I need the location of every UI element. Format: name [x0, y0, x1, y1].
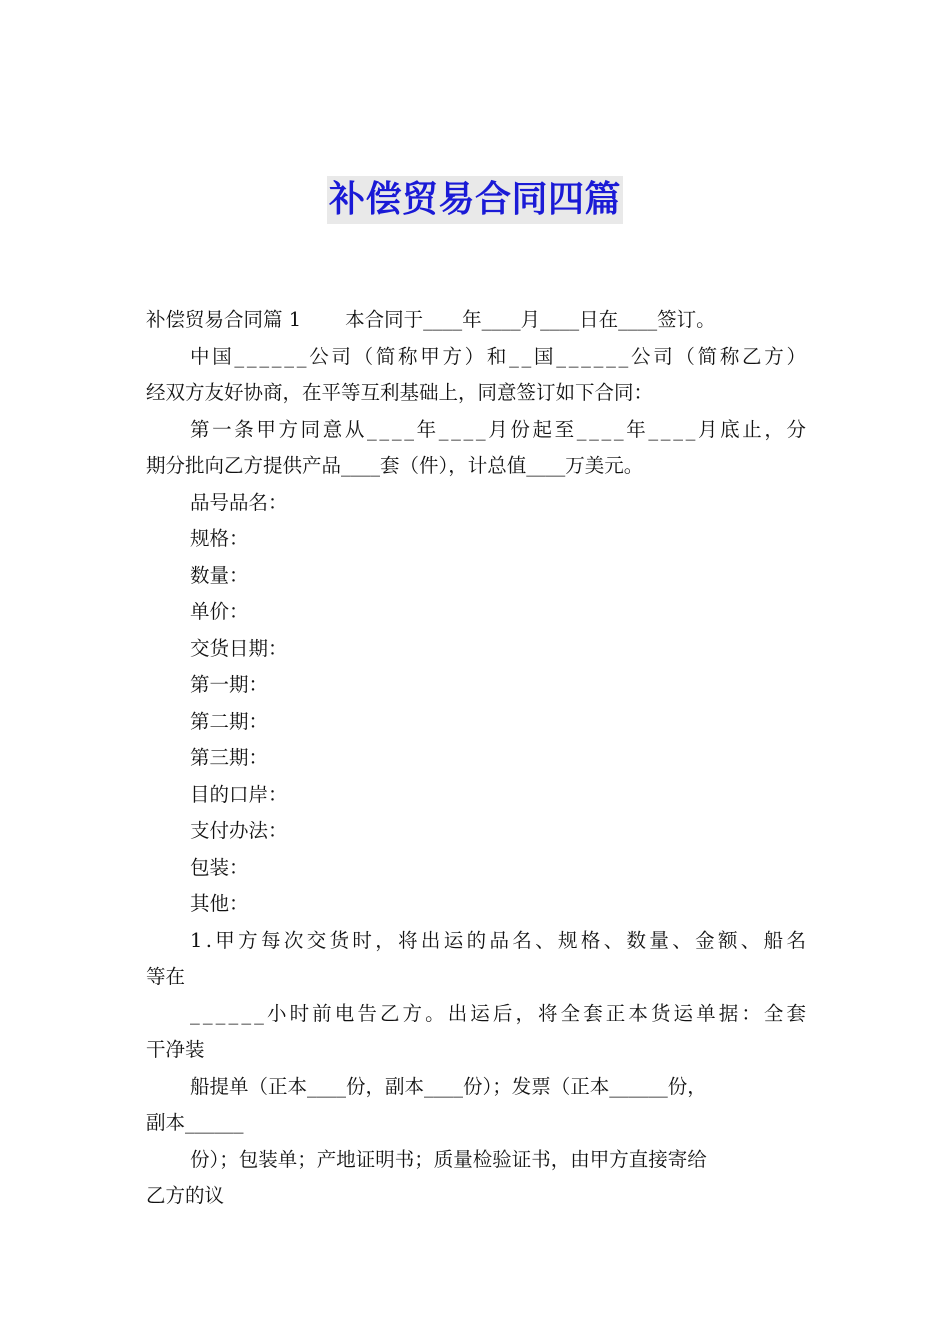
paragraph-line — [146, 1178, 806, 1215]
paragraph-line — [146, 1032, 806, 1069]
line-text: 第三期： — [190, 746, 269, 769]
line-text: 第一条甲方同意从____年____月份起至____年____月底止，分 — [190, 417, 809, 441]
line-text: 包装： — [190, 855, 249, 879]
document-title: 补偿贸易合同四篇 — [327, 176, 623, 224]
paragraph-line — [146, 1105, 806, 1142]
line-text: 数量： — [190, 563, 249, 587]
line-text: 第二期： — [190, 709, 269, 733]
paragraph-line — [146, 594, 806, 631]
paragraph-line — [146, 521, 806, 558]
paragraph-line — [146, 558, 806, 595]
line-text: 支付办法： — [190, 819, 288, 842]
line-text: 期分批向乙方提供产品____套（件），计总值____万美元。 — [146, 454, 644, 477]
line-text: 干净装 — [146, 1038, 205, 1061]
paragraph-line — [146, 996, 810, 1033]
paragraph-line — [146, 339, 809, 376]
line-text: ______小时前电告乙方。出运后，将全套正本货运单据：全套 — [190, 1001, 810, 1025]
line-text: 单价： — [190, 600, 249, 623]
paragraph-line — [146, 886, 806, 923]
line-text: 规格： — [190, 527, 249, 550]
paragraph-line — [146, 923, 810, 960]
line-text: 船提单（正本____份，副本____份）；发票（正本______份， — [190, 1074, 707, 1098]
line-text: 交货日期： — [190, 636, 288, 660]
paragraph-line — [146, 850, 806, 887]
paragraph-line — [146, 375, 806, 412]
paragraph-line — [146, 302, 806, 339]
line-text: 中国______公司（简称甲方）和__国______公司（简称乙方） — [190, 344, 809, 368]
line-text: 份）；包装单；产地证明书；质量检验证书，由甲方直接寄给 — [190, 1147, 707, 1171]
paragraph-line — [146, 631, 806, 668]
paragraph-line — [146, 667, 806, 704]
paragraph-line — [146, 1069, 806, 1106]
paragraph-line — [146, 448, 806, 485]
paragraph-line — [146, 959, 806, 996]
line-text: 其他： — [190, 892, 249, 915]
paragraph-line — [146, 813, 806, 850]
line-text: 副本______ — [146, 1111, 244, 1134]
paragraph-line — [146, 704, 806, 741]
line-text: 乙方的议 — [146, 1184, 225, 1207]
paragraph-line — [146, 1142, 806, 1179]
line-text: 品号品名： — [190, 490, 288, 514]
section-heading: 补偿贸易合同篇 1 — [146, 308, 302, 331]
title-container — [0, 176, 950, 224]
paragraph-line — [146, 777, 806, 814]
line-text: 目的口岸： — [190, 782, 288, 806]
line-text: 等在 — [146, 965, 186, 988]
document-body — [146, 302, 810, 1215]
line-text: 本合同于____年____月____日在____签订。 — [345, 308, 716, 331]
paragraph-line — [146, 740, 806, 777]
line-text: 1.甲方每次交货时，将出运的品名、规格、数量、金额、船名 — [190, 928, 810, 952]
line-text: 第一期： — [190, 673, 269, 696]
line-text: 经双方友好协商，在平等互利基础上，同意签订如下合同： — [146, 381, 654, 404]
paragraph-line — [146, 485, 806, 522]
paragraph-line — [146, 412, 809, 449]
